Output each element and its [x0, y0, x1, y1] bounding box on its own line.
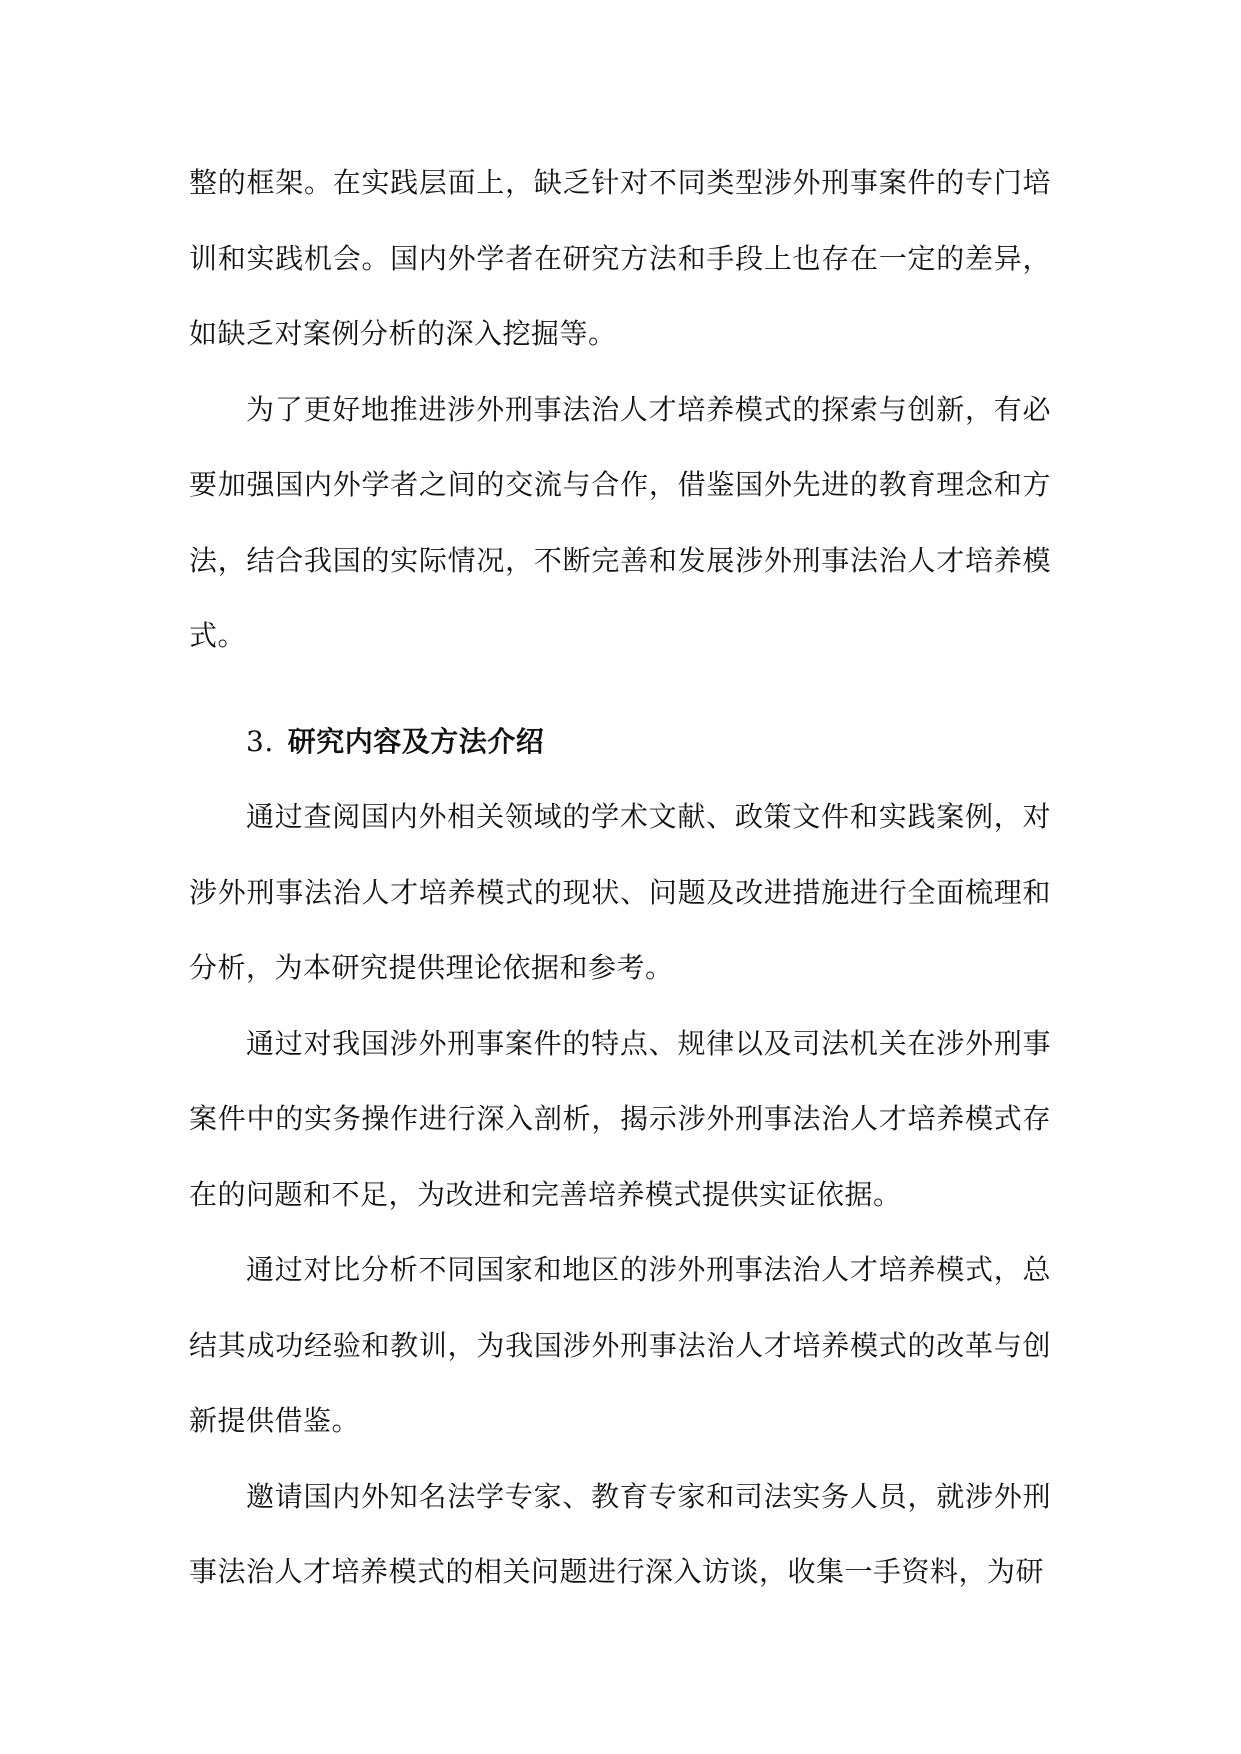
body-paragraph: 邀请国内外知名法学专家、教育专家和司法实务人员，就涉外刑事法治人才培养模式的相关问题进行深入访谈，收集一手资料，为研	[189, 1479, 1051, 1588]
body-paragraph: 通过对比分析不同国家和地区的涉外刑事法治人才培养模式，总结其成功经验和教训，为我国涉外刑事法治人才培养模式的改革与创新提供借鉴。	[189, 1253, 1051, 1437]
body-paragraph: 通过查阅国内外相关领域的学术文献、政策文件和实践案例，对涉外刑事法治人才培养模式的现状、问题及改进措施进行全面梳理和分析，为本研究提供理论依据和参考。	[189, 800, 1051, 984]
document-body	[189, 145, 1051, 1610]
body-paragraph: 通过对我国涉外刑事案件的特点、规律以及司法机关在涉外刑事案件中的实务操作进行深入剖析，揭示涉外刑事法治人才培养模式存在的问题和不足，为改进和完善培养模式提供实证依据。	[189, 1026, 1051, 1211]
section-title: 研究内容及方法介绍	[287, 724, 545, 758]
body-paragraph: 整的框架。在实践层面上，缺乏针对不同类型涉外刑事案件的专门培训和实践机会。国内外学者在研究方法和手段上也存在一定的差异，如缺乏对案例分析的深入挖掘等。	[189, 166, 1051, 350]
section-number: 3.	[246, 724, 274, 758]
body-paragraph: 为了更好地推进涉外刑事法治人才培养模式的探索与创新，有必要加强国内外学者之间的交流与合作，借鉴国外先进的教育理念和方法，结合我国的实际情况，不断完善和发展涉外刑事法治人才培养模式。	[189, 392, 1051, 652]
section-heading	[189, 674, 1051, 780]
